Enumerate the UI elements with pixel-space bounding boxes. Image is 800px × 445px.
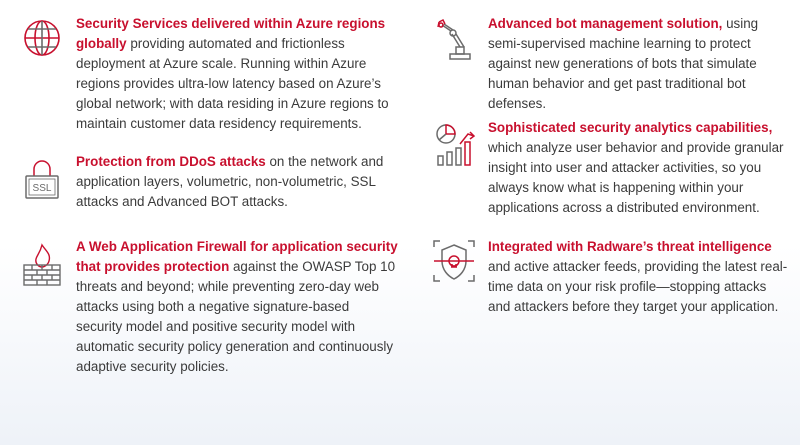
feature-highlight: Sophisticated security analytics capabilities, xyxy=(488,120,773,135)
feature-text xyxy=(76,152,398,212)
globe-icon xyxy=(18,14,70,66)
feature-body: providing automated and frictionless deployment at Azure scale. Running within Azure regions provides ultra-low latency based on Azure’s global network; with data residing in Azure regions to maintain customer data residency requirements. xyxy=(76,36,389,131)
ssl-lock-icon xyxy=(18,154,70,206)
feature-highlight: Advanced bot management solution, xyxy=(488,16,723,31)
feature-text xyxy=(488,118,790,218)
analytics-chart-icon xyxy=(430,120,482,172)
feature-body: using semi-supervised machine learning to protect against new generations of bots that simulate human behavior and get past traditional bot defenses. xyxy=(488,16,759,111)
threat-shield-icon xyxy=(430,237,482,289)
feature-text xyxy=(488,237,790,317)
feature-highlight: Security Services delivered within Azure regions globally xyxy=(76,16,386,51)
feature-body: and active attacker feeds, providing the latest real-time data on your risk profile—stopping attacks and attackers before they target your application. xyxy=(488,259,788,314)
feature-body: against the OWASP Top 10 threats and beyond; while preventing zero-day web attacks using both a negative signature-based security model and positive security model with automatic security policy generation and continuously adaptive security policies. xyxy=(76,259,396,374)
ssl-icon-label: SSL xyxy=(32,183,52,194)
robot-arm-icon xyxy=(430,14,482,66)
feature-highlight: Integrated with Radware’s threat intelligence xyxy=(488,239,772,254)
feature-text xyxy=(488,14,790,114)
feature-highlight: A Web Application Firewall for application security that provides protection xyxy=(76,239,398,274)
feature-body: which analyze user behavior and provide granular insight into user and attacker activities, so you always know what is happening within your applications across a distributed environment. xyxy=(488,140,784,215)
feature-text xyxy=(76,14,398,134)
feature-body: on the network and application layers, volumetric, non-volumetric, SSL attacks and Advanced BOT attacks. xyxy=(76,154,384,209)
firewall-icon xyxy=(18,239,70,291)
feature-highlight: Protection from DDoS attacks xyxy=(76,154,266,169)
feature-text xyxy=(76,237,398,377)
